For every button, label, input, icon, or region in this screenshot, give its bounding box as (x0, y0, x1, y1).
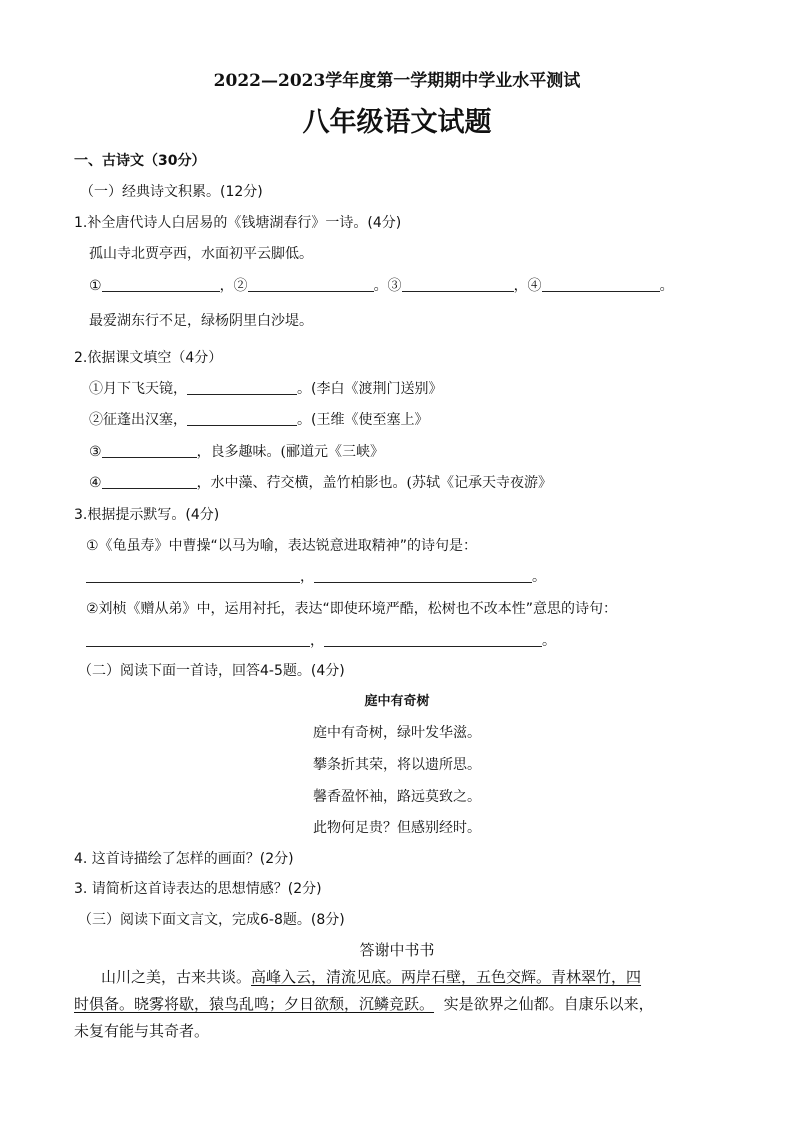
page-title: 八年级语文试题 (302, 107, 492, 138)
q2b-prefix: ②征蓬出汉塞， (89, 412, 187, 428)
marker-end: 。 (659, 278, 674, 294)
poem-line-3: 最爱湖东行不足，绿杨阴里白沙堤。 (89, 313, 313, 329)
part2-heading: （二）阅读下面一首诗，回答4-5题。(4分) (78, 663, 345, 679)
answer-blank[interactable] (102, 277, 220, 292)
passage-underlined: 时俱备。晓雾将歇，猿鸟乱鸣；夕日欲颓，沉鳞竞跃。 (74, 995, 435, 1013)
passage-text: 山川之美，古来共谈。 (101, 968, 252, 986)
answer-blank[interactable] (102, 474, 197, 489)
question-5: 3. 请简析这首诗表达的思想情感？(2分) (74, 881, 322, 897)
question-3b: ②刘桢《赠从弟》中，运用衬托，表达“即使环境严酷，松树也不改本性”意思的诗句： (86, 601, 618, 617)
section-heading: 一、古诗文（30分） (74, 153, 206, 169)
passage-line-2 (74, 995, 654, 1013)
passage-title: 答谢中书书 (359, 941, 435, 959)
answer-blank[interactable] (102, 443, 197, 458)
exam-title: 2022—2023学年度第一学期期中学业水平测试 (213, 71, 581, 91)
marker-1: ① (89, 278, 102, 294)
poem-title: 庭中有奇树 (364, 694, 430, 709)
question-3b-blanks (86, 632, 556, 650)
q2c-suffix: ，良多趣味。(郦道元《三峡》 (196, 444, 385, 460)
q2a-suffix: 。(李白《渡荆门送别》 (297, 381, 443, 397)
q2c-prefix: ③ (89, 444, 102, 460)
passage-underlined: 高峰入云，清流见底。两岸石壁，五色交辉。青林翠竹，四 (251, 968, 642, 986)
answer-blank[interactable] (187, 411, 297, 426)
answer-blank[interactable] (86, 568, 300, 583)
question-4: 4. 这首诗描绘了怎样的画面？(2分) (74, 851, 294, 867)
poem-line: 馨香盈怀袖，路远莫致之。 (313, 789, 481, 805)
question-3a: ①《龟虽寿》中曹操“以马为喻，表达锐意进取精神”的诗句是： (86, 538, 478, 554)
question-1-blanks (89, 277, 674, 295)
marker-2: ，② (219, 278, 248, 294)
poem-line: 此物何足贵？但感别经时。 (313, 820, 481, 836)
question-3-stem: 3.根据提示默写。(4分) (74, 507, 220, 523)
comma: ， (300, 569, 314, 585)
answer-blank[interactable] (86, 632, 310, 647)
question-2c (89, 443, 384, 461)
q2a-prefix: ①月下飞天镜， (89, 381, 187, 397)
answer-blank[interactable] (542, 277, 660, 292)
poem-line: 攀条折其荣，将以遗所思。 (313, 757, 481, 773)
period: 。 (532, 569, 546, 585)
answer-blank[interactable] (402, 277, 514, 292)
part3-heading: （三）阅读下面文言文，完成6-8题。(8分) (78, 912, 345, 928)
marker-4: ，④ (513, 278, 542, 294)
question-3a-blanks (86, 568, 546, 586)
part1-heading: （一）经典诗文积累。(12分) (80, 184, 263, 200)
answer-blank[interactable] (314, 568, 532, 583)
q2d-prefix: ④ (89, 475, 102, 491)
answer-blank[interactable] (324, 632, 542, 647)
poem-line: 庭中有奇树，绿叶发华滋。 (313, 725, 481, 741)
comma: ， (310, 633, 324, 649)
marker-3: 。③ (373, 278, 402, 294)
question-2b (89, 411, 428, 429)
passage-text: 实是欲界之仙都。自康乐以来， (443, 995, 654, 1013)
question-2-stem: 2.依据课文填空（4分） (74, 350, 223, 366)
answer-blank[interactable] (187, 380, 297, 395)
answer-blank[interactable] (248, 277, 374, 292)
question-1-stem: 1.补全唐代诗人白居易的《钱塘湖春行》一诗。(4分) (74, 215, 402, 231)
q2d-suffix: ，水中藻、荇交横，盖竹柏影也。(苏轼《记承天寺夜游》 (196, 475, 553, 491)
period: 。 (542, 633, 556, 649)
poem-line-1: 孤山寺北贾亭西，水面初平云脚低。 (89, 246, 313, 262)
question-2a (89, 380, 442, 398)
passage-line-3: 未复有能与其奇者。 (74, 1022, 210, 1040)
q2b-suffix: 。(王维《使至塞上》 (297, 412, 429, 428)
question-2d (89, 474, 552, 492)
passage-line-1 (101, 968, 641, 986)
